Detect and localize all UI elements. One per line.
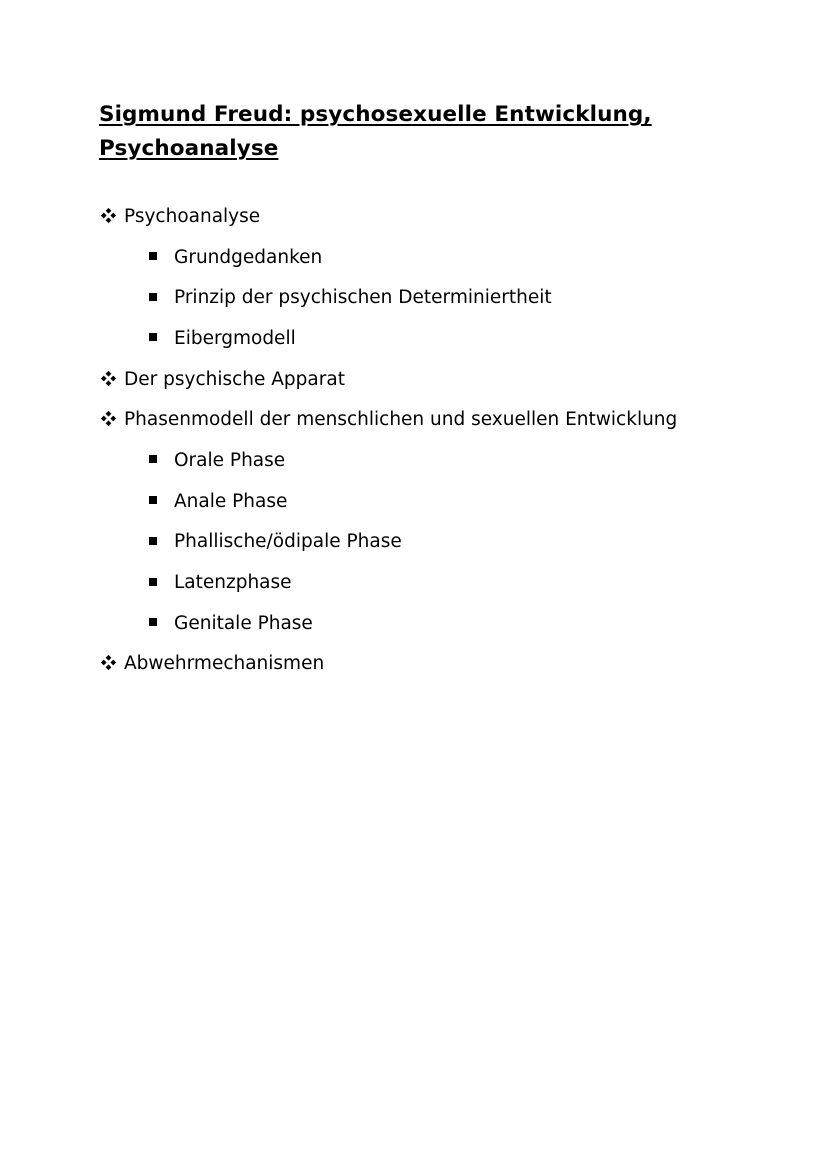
sub-list-item [99, 481, 799, 522]
square-bullet-icon [149, 293, 157, 301]
section-label: Psychoanalyse [124, 205, 261, 227]
list-item [99, 359, 799, 400]
sub-list-item [99, 562, 799, 603]
square-bullet-icon [149, 578, 157, 586]
section-label: Abwehrmechanismen [124, 653, 325, 675]
section-label: Phasenmodell der menschlichen und sexuellen Entwicklung [124, 409, 678, 431]
square-bullet-icon [149, 252, 157, 260]
sub-list-item [99, 277, 799, 318]
sub-item-label: Latenzphase [174, 572, 292, 594]
four-diamond-bullet-icon [99, 206, 118, 225]
sub-list-item [99, 318, 799, 359]
sub-item-label: Grundgedanken [174, 246, 323, 268]
sub-list-item [99, 237, 799, 278]
square-bullet-icon [149, 333, 157, 341]
sub-list-item [99, 440, 799, 481]
four-diamond-bullet-icon [99, 653, 118, 672]
sub-item-label: Anale Phase [174, 490, 288, 512]
sub-item-label: Phallische/ödipale Phase [174, 531, 402, 553]
sub-item-label: Prinzip der psychischen Determiniertheit [174, 287, 552, 309]
four-diamond-bullet-icon [99, 369, 118, 388]
sub-item-label: Eibergmodell [174, 327, 296, 349]
list-item [99, 644, 799, 685]
list-item [99, 196, 799, 237]
sub-list-item [99, 603, 799, 644]
four-diamond-bullet-icon [99, 409, 118, 428]
section-label: Der psychische Apparat [124, 368, 345, 390]
square-bullet-icon [149, 537, 157, 545]
outline-list [99, 196, 799, 684]
square-bullet-icon [149, 455, 157, 463]
page-title: Sigmund Freud: psychosexuelle Entwicklung, Psychoanalyse [99, 102, 652, 161]
list-item [99, 399, 799, 440]
sub-item-label: Orale Phase [174, 449, 286, 471]
square-bullet-icon [149, 618, 157, 626]
square-bullet-icon [149, 496, 157, 504]
sub-item-label: Genitale Phase [174, 612, 313, 634]
sub-list-item [99, 522, 799, 563]
